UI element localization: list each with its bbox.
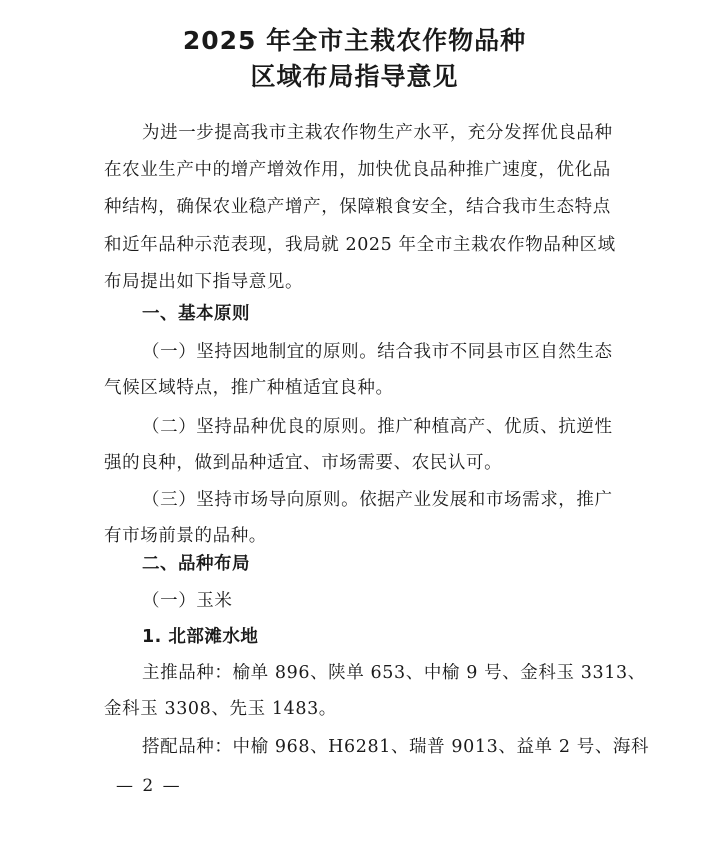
- principle-item-line: （三）坚持市场导向原则。依据产业发展和市场需求，推广: [142, 490, 613, 510]
- paired-varieties-line: 搭配品种：中榆 968、H6281、瑞普 9013、益单 2 号、海科: [142, 737, 650, 757]
- intro-line: 在农业生产中的增产增效作用，加快优良品种推广速度，优化品: [104, 160, 611, 180]
- section-heading-principles: 一、基本原则: [142, 304, 250, 324]
- intro-line: 布局提出如下指导意见。: [104, 272, 304, 292]
- document-title-line-1: 2025 年全市主栽农作物品种: [182, 26, 527, 55]
- intro-line: 种结构，确保农业稳产增产，保障粮食安全，结合我市生态特点: [104, 197, 611, 217]
- page-number: — 2 —: [116, 776, 182, 796]
- principle-item-line: 有市场前景的品种。: [104, 526, 267, 546]
- intro-line: 为进一步提高我市主栽农作物生产水平，充分发挥优良品种: [142, 123, 613, 143]
- main-varieties-line: 主推品种：榆单 896、陕单 653、中榆 9 号、金科玉 3313、: [142, 663, 646, 683]
- principle-item-line: 气候区域特点，推广种植适宜良种。: [104, 378, 394, 398]
- principle-item-line: （二）坚持品种优良的原则。推广种植高产、优质、抗逆性: [142, 417, 613, 437]
- principle-item-line: （一）坚持因地制宜的原则。结合我市不同县市区自然生态: [142, 342, 613, 362]
- principle-item-line: 强的良种，做到品种适宜、市场需要、农民认可。: [104, 453, 503, 473]
- section-heading-layout: 二、品种布局: [142, 554, 250, 574]
- document-title-line-2: 区域布局指导意见: [250, 62, 459, 91]
- intro-line: 和近年品种示范表现，我局就 2025 年全市主栽农作物品种区域: [104, 235, 616, 255]
- region-heading: 1. 北部滩水地: [142, 627, 259, 647]
- subsection-corn: （一）玉米: [142, 591, 233, 611]
- main-varieties-line: 金科玉 3308、先玉 1483。: [104, 699, 337, 719]
